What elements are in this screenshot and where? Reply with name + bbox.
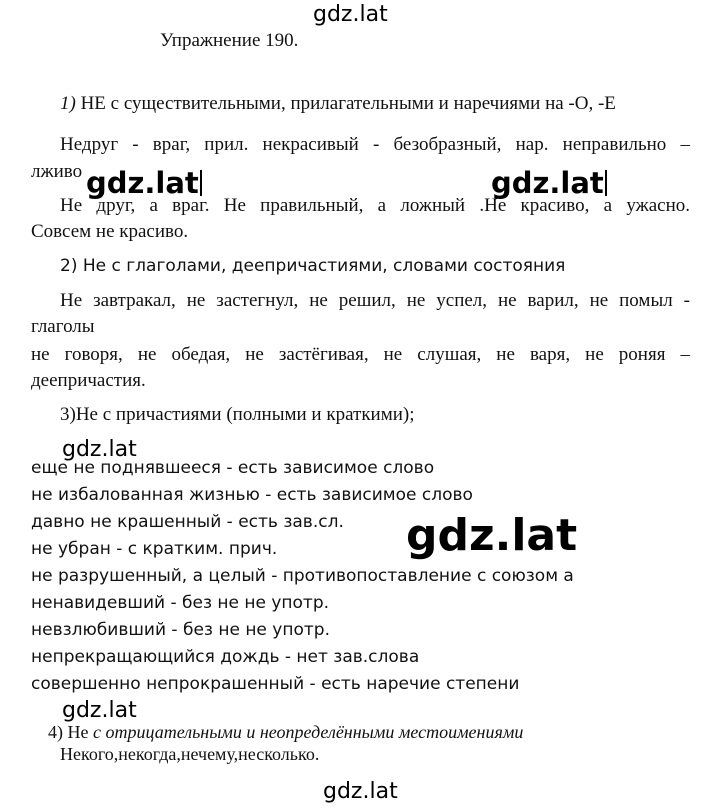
section4-heading (48, 722, 523, 743)
section4-prefix: 4) Не (48, 722, 89, 742)
section2-heading: 2) Не с глаголами, деепричастиями, словами состояния (60, 256, 566, 276)
section3-item-6: ненавидевший - без не не употр. (31, 593, 330, 613)
exercise-title: Упражнение 190. (160, 30, 299, 51)
section1-line-2: лживо (31, 161, 83, 182)
section3-item-4: не убран - с кратким. прич. (31, 539, 278, 559)
section3-item-2: не избалованная жизнью - есть зависимое слово (31, 485, 473, 505)
watermark-section4: gdz.lat (62, 698, 137, 723)
section1-line-1: Недруг - враг, прил. некрасивый - безобразный, нар. неправильно – (60, 134, 690, 155)
section3-item-8: непрекращающийся дождь - нет зав.слова (31, 647, 420, 667)
section3-item-1: еще не поднявшееся - есть зависимое слово (31, 458, 435, 478)
section4-line: Некого,некогда,нечему,несколько. (60, 744, 320, 764)
section2-line-4: деепричастия. (31, 370, 146, 391)
watermark-mid-right: gdz.lat (491, 166, 607, 200)
section1-line-4: Совсем не красиво. (31, 221, 189, 242)
section3-heading: 3)Не с причастиями (полными и краткими); (60, 404, 415, 425)
section2-line-2: глаголы (31, 316, 95, 337)
watermark-top: gdz.lat (313, 2, 388, 27)
watermark-mid-left: gdz.lat (86, 166, 202, 200)
section1-heading (60, 93, 616, 115)
section2-line-1: Не завтракал, не застегнул, не решил, не успел, не варил, не помыл - (60, 290, 690, 311)
section1-line-3: Не друг, а враг. Не правильный, а ложный .Не красиво, а ужасно. (60, 195, 690, 216)
section3-item-3: давно не крашенный - есть зав.сл. (31, 512, 344, 532)
section3-item-5: не разрушенный, а целый - противопоставление с союзом а (31, 566, 574, 586)
section2-line-3: не говоря, не обедая, не застёгивая, не слушая, не варя, не роняя – (31, 344, 690, 365)
section1-number: 1) (60, 93, 76, 114)
watermark-bottom: gdz.lat (323, 779, 398, 804)
watermark-section3: gdz.lat (62, 437, 137, 462)
section1-heading-text: НЕ с существительными, прилагательными и наречиями на -О, -Е (80, 93, 616, 114)
section4-heading-italic: с отрицательными и неопределёнными местоимениями (92, 722, 524, 742)
section3-item-9: совершенно непрокрашенный - есть наречие степени (31, 674, 520, 694)
watermark-large: gdz.lat (406, 510, 578, 561)
section3-item-7: невзлюбивший - без не не употр. (31, 620, 330, 640)
